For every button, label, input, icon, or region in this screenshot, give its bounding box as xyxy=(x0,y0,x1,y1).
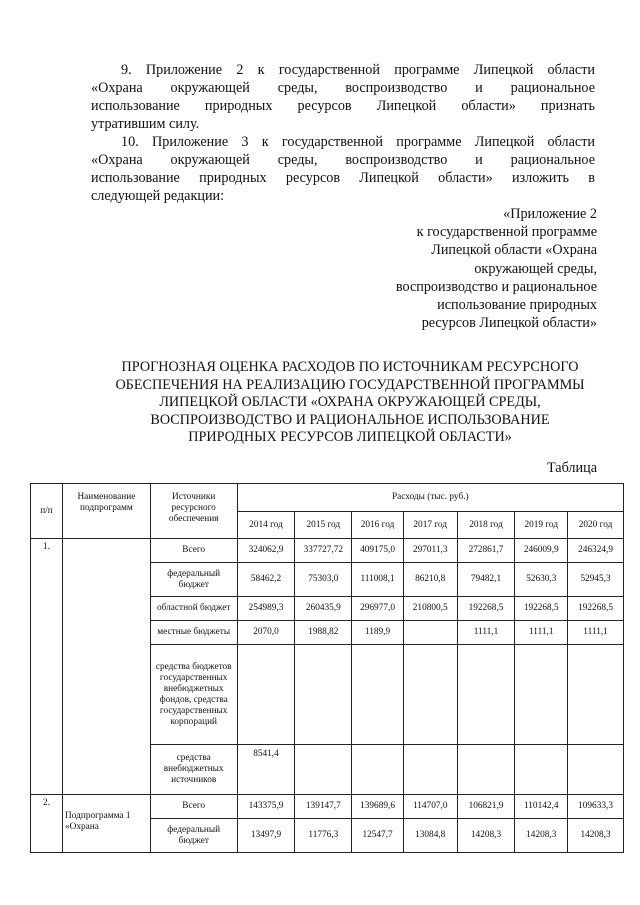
value-cell xyxy=(515,645,568,745)
value-cell: 2070,0 xyxy=(237,621,295,645)
value-cell: 260435,9 xyxy=(295,597,352,621)
value-cell: 75303,0 xyxy=(295,563,352,597)
source-cell: федеральный бюджет xyxy=(150,819,237,853)
value-cell: 52945,3 xyxy=(568,563,624,597)
value-cell: 13084,8 xyxy=(403,819,457,853)
appendix-line: окружающей среды, xyxy=(474,260,597,277)
value-cell: 1988,82 xyxy=(295,621,352,645)
appendix-line: «Приложение 2 xyxy=(503,206,597,222)
table-row xyxy=(31,795,624,819)
value-cell: 14208,3 xyxy=(568,819,624,853)
value-cell: 13497,9 xyxy=(237,819,295,853)
source-cell: местные бюджеты xyxy=(150,621,237,645)
title-line: ПРОГНОЗНАЯ ОЦЕНКА РАСХОДОВ ПО ИСТОЧНИКАМ РЕСУРСНОГО xyxy=(121,359,579,375)
paragraph-line: утратившим силу. xyxy=(91,116,200,132)
header-year: 2016 год xyxy=(352,512,404,539)
value-cell: 409175,0 xyxy=(352,539,404,563)
document-title xyxy=(60,359,640,447)
value-cell xyxy=(352,645,404,745)
value-cell: 337727,72 xyxy=(295,539,352,563)
page-bottom-margin xyxy=(0,860,640,905)
value-cell: 296977,0 xyxy=(352,597,404,621)
value-cell: 8541,4 xyxy=(237,745,295,795)
value-cell: 12547,7 xyxy=(352,819,404,853)
value-cell: 86210,8 xyxy=(403,563,457,597)
header-year: 2015 год xyxy=(295,512,352,539)
appendix-line: воспроизводство и рациональное xyxy=(395,278,597,295)
expenses-table xyxy=(30,483,624,853)
title-line: ПРИРОДНЫХ РЕСУРСОВ ЛИПЕЦКОЙ ОБЛАСТИ» xyxy=(188,429,512,446)
appendix-line: ресурсов Липецкой области» xyxy=(421,315,597,332)
value-cell xyxy=(237,645,295,745)
table-label: Таблица xyxy=(546,460,597,476)
paragraph-line: использование природных ресурсов Липецкой области» признать xyxy=(91,98,595,114)
value-cell: 139689,6 xyxy=(352,795,404,819)
paragraph-9 xyxy=(91,61,595,133)
header-num: п/п xyxy=(31,484,63,539)
value-cell: 246009,9 xyxy=(515,539,568,563)
appendix-header xyxy=(337,205,597,332)
value-cell: 1111,1 xyxy=(515,621,568,645)
value-cell: 52630,3 xyxy=(515,563,568,597)
header-year: 2018 год xyxy=(457,512,515,539)
source-cell: средства внебюджетных источников xyxy=(150,745,237,795)
row-number: 1. xyxy=(31,539,63,795)
value-cell xyxy=(295,745,352,795)
header-year: 2019 год xyxy=(515,512,568,539)
header-source: Источники ресурсного обеспечения xyxy=(150,484,237,539)
value-cell xyxy=(403,745,457,795)
value-cell: 11776,3 xyxy=(295,819,352,853)
header-year: 2020 год xyxy=(568,512,624,539)
value-cell: 114707,0 xyxy=(403,795,457,819)
source-cell: средства бюджетов государственных внебюджетных фондов, средства государственных корпораций xyxy=(150,645,237,745)
value-cell xyxy=(457,645,515,745)
title-line: ОБЕСПЕЧЕНИЯ НА РЕАЛИЗАЦИЮ ГОСУДАРСТВЕННОЙ ПРОГРАММЫ xyxy=(115,376,585,393)
value-cell xyxy=(568,645,624,745)
header-expenses: Расходы (тыс. руб.) xyxy=(237,484,623,512)
title-line: ЛИПЕЦКОЙ ОБЛАСТИ «ОХРАНА ОКРУЖАЮЩЕЙ СРЕДЫ, xyxy=(159,394,541,411)
value-cell: 254989,3 xyxy=(237,597,295,621)
paragraph-10 xyxy=(91,133,595,205)
value-cell: 106821,9 xyxy=(457,795,515,819)
header-name: Наименование подпрограмм xyxy=(63,484,151,539)
value-cell: 110142,4 xyxy=(515,795,568,819)
value-cell xyxy=(295,645,352,745)
value-cell: 272861,7 xyxy=(457,539,515,563)
value-cell xyxy=(568,745,624,795)
value-cell: 1189,9 xyxy=(352,621,404,645)
value-cell xyxy=(403,621,457,645)
value-cell: 210800,5 xyxy=(403,597,457,621)
value-cell: 192268,5 xyxy=(568,597,624,621)
value-cell: 79482,1 xyxy=(457,563,515,597)
value-cell: 324062,9 xyxy=(237,539,295,563)
paragraph-line: 9. Приложение 2 к государственной программе Липецкой области xyxy=(121,62,595,78)
subprogram-name xyxy=(63,539,151,795)
value-cell: 1111,1 xyxy=(568,621,624,645)
value-cell: 14208,3 xyxy=(457,819,515,853)
value-cell: 109633,3 xyxy=(568,795,624,819)
value-cell: 111008,1 xyxy=(352,563,404,597)
value-cell: 139147,7 xyxy=(295,795,352,819)
value-cell xyxy=(457,745,515,795)
paragraph-line: следующей редакции: xyxy=(91,188,225,204)
value-cell: 143375,9 xyxy=(237,795,295,819)
title-line: ВОСПРОИЗВОДСТВО И РАЦИОНАЛЬНОЕ ИСПОЛЬЗОВАНИЕ xyxy=(150,411,550,428)
appendix-line: Липецкой области «Охрана xyxy=(431,242,597,259)
value-cell: 246324,9 xyxy=(568,539,624,563)
paragraph-line: использование природных ресурсов Липецкой области» изложить в xyxy=(91,170,595,186)
source-cell: Всего xyxy=(150,539,237,563)
value-cell xyxy=(352,745,404,795)
value-cell: 297011,3 xyxy=(403,539,457,563)
paragraph-line: «Охрана окружающей среды, воспроизводство и рациональное xyxy=(91,152,595,168)
header-year: 2014 год xyxy=(237,512,295,539)
value-cell: 192268,5 xyxy=(515,597,568,621)
table-row xyxy=(31,539,624,563)
value-cell: 58462,2 xyxy=(237,563,295,597)
row-number: 2. xyxy=(31,795,63,853)
paragraph-line: «Охрана окружающей среды, воспроизводство и рациональное xyxy=(91,80,595,96)
source-cell: Всего xyxy=(150,795,237,819)
value-cell: 14208,3 xyxy=(515,819,568,853)
value-cell xyxy=(515,745,568,795)
source-cell: федеральный бюджет xyxy=(150,563,237,597)
appendix-line: к государственной программе xyxy=(416,224,597,241)
header-year: 2017 год xyxy=(403,512,457,539)
paragraph-line: 10. Приложение 3 к государственной программе Липецкой области xyxy=(121,134,595,150)
source-cell: областной бюджет xyxy=(150,597,237,621)
value-cell xyxy=(403,645,457,745)
appendix-line: использование природных xyxy=(437,297,597,314)
subprogram-name: Подпрограмма 1 «Охрана xyxy=(63,795,151,853)
value-cell: 192268,5 xyxy=(457,597,515,621)
value-cell: 1111,1 xyxy=(457,621,515,645)
